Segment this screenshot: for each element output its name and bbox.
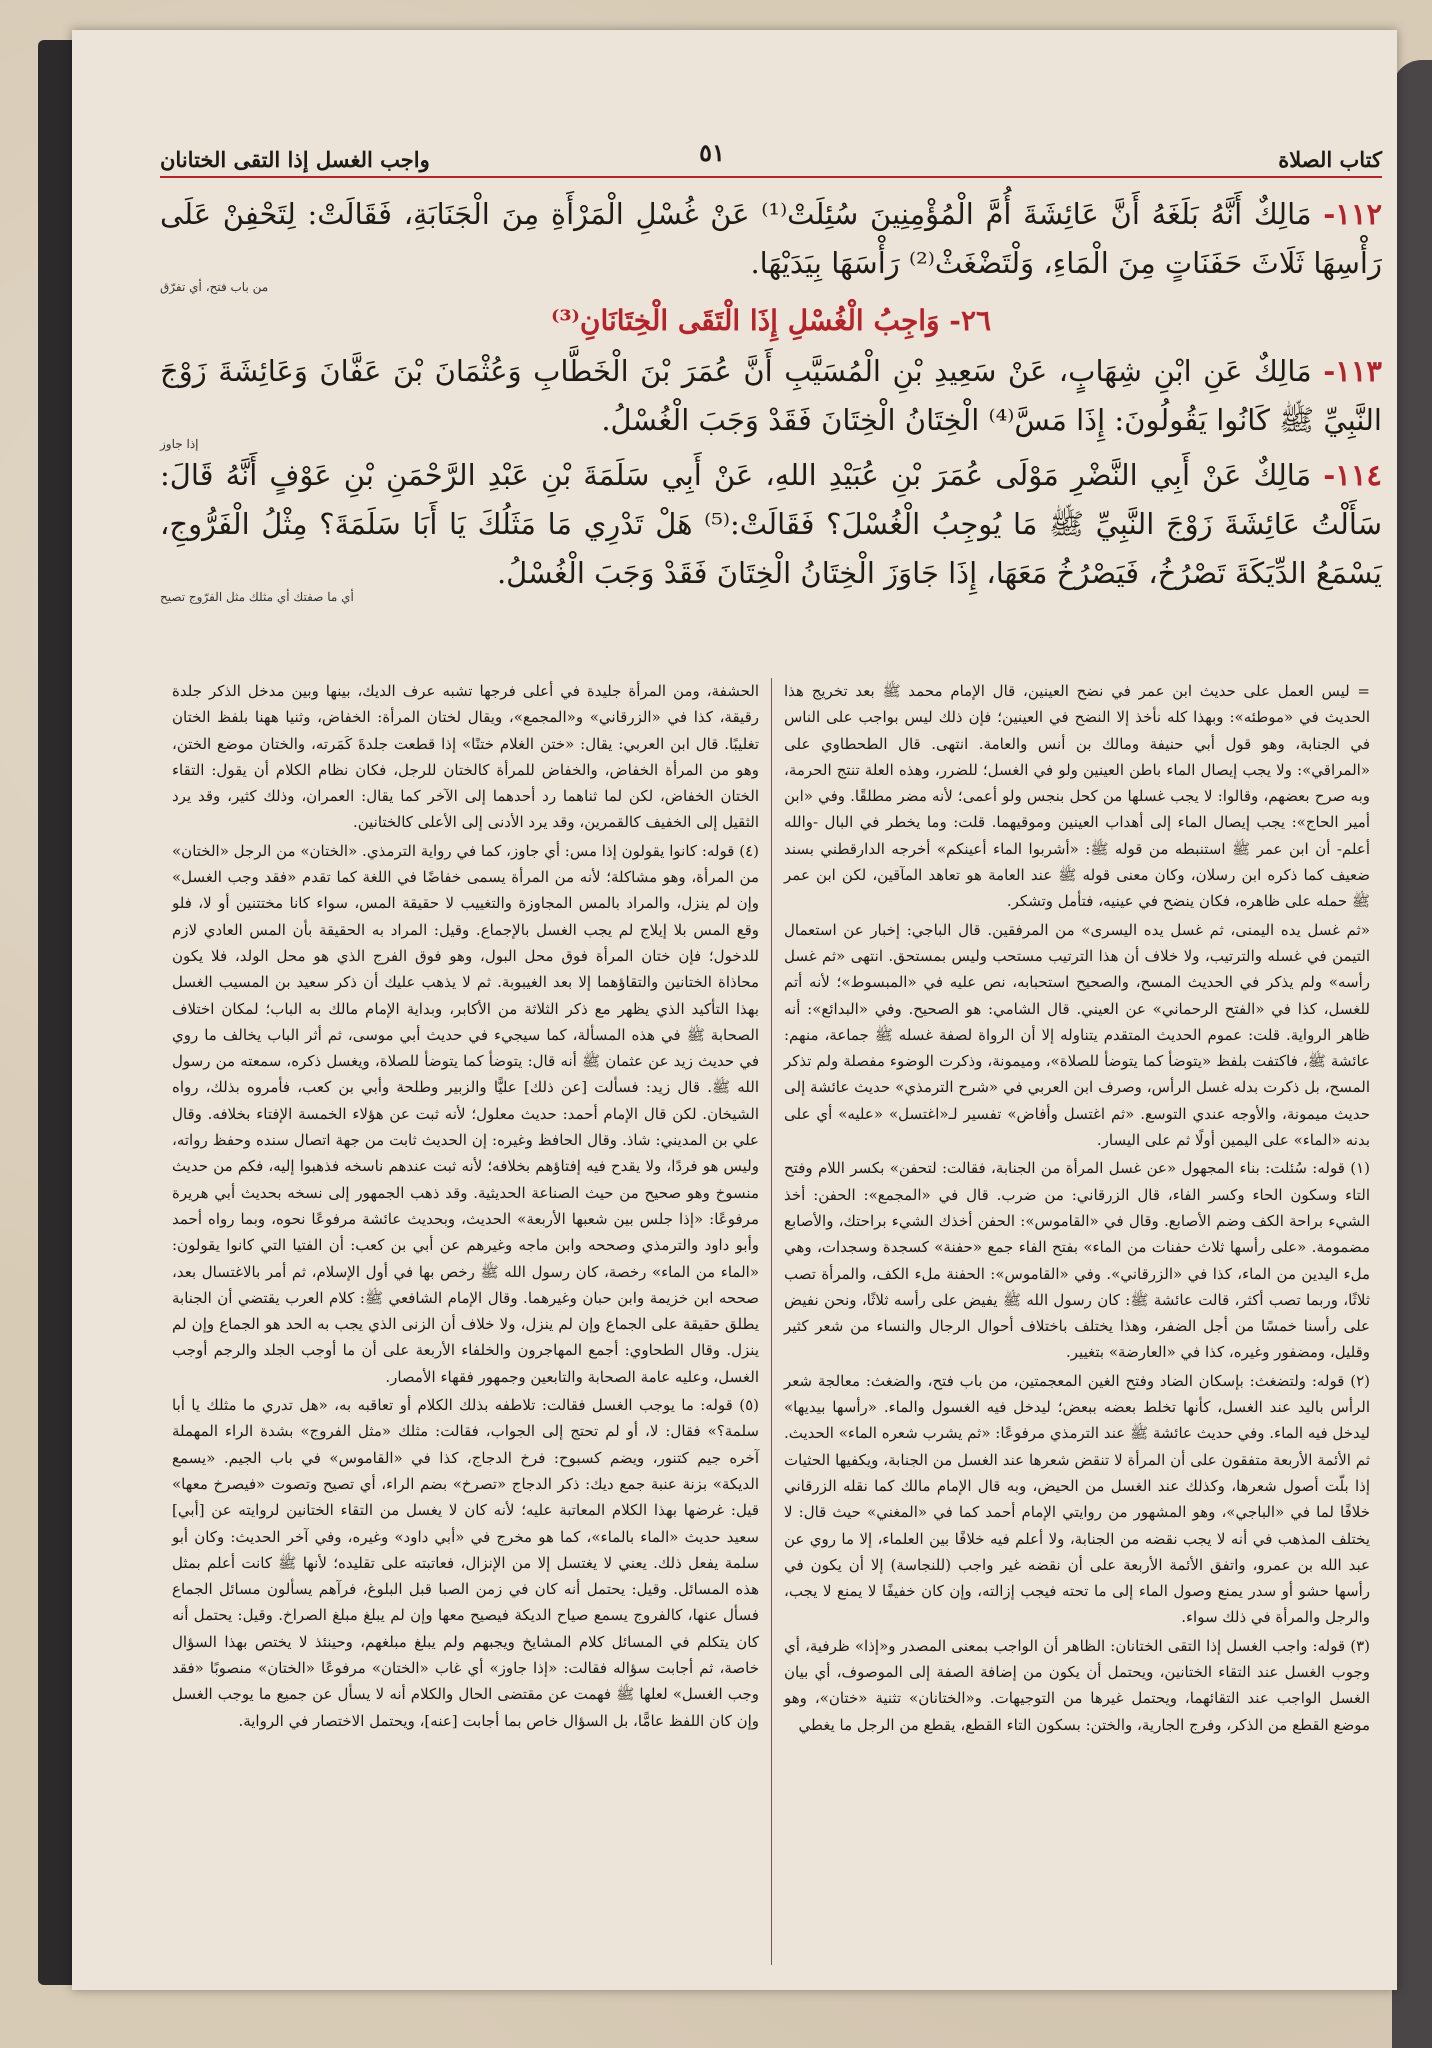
commentary-paragraph: (١) قوله: سُئلت: بناء المجهول «عن غسل المرأة من الجنابة، فقالت: لتحفن» بكسر اللام وفتح التاء وسكون الحاء وكسر الفاء، قال الزرقاني: من ضرب. قال في «المجمع»: الحفن: أخذ الشيء براحة الكف وضم الأصابع. وقال في «القاموس»: الحفن أخذك الشيء براحتك، والأصابع مضمومة. «على رأسها ثلاث حفنات من الماء» بفتح الفاء جمع «حفنة» كسجدة وسجدات، وهي ملء اليدين من الماء، كذا في «الزرقاني». وفي «القاموس»: الحفنة ملء الكف، والمرأة تصب ثلاثًا، وربما تصب أكثر، قالت عائشة ﷺ: كان رسول الله ﷺ يفيض على رأسه ثلاثًا، ونحن نفيض على رأسنا خمسًا من أجل الضفر، وهذا يختلف باختلاف أحوال الرجال والنساء من شعر كثير وقليل، ومضفور وغيره، كذا في «العارضة» بتغيير. bbox=[784, 1159, 1370, 1362]
commentary-column-right bbox=[771, 678, 1382, 1965]
hadith-112 bbox=[160, 190, 1382, 288]
header-chapter-title: واجب الغسل إذا التقى الختانان bbox=[160, 147, 430, 172]
hadith-113 bbox=[160, 347, 1382, 445]
commentary-paragraph: (٥) قوله: ما يوجب الغسل فقالت: تلاطفه بذلك الكلام أو تعاقبه به، «هل تدري ما مثلك يا أبا سلمة؟» فقال: لا، أو لم تحتج إلى الجواب، فقالت: مثلك «مثل الفروج» بشدة الراء المهملة آخره جيم كتنور، ويضم كسبوح: فرخ الدجاج، كذا في «القاموس» في باب الجيم. «يسمع الديكة» بزنة عنبة جمع ديك: ذكر الدجاج «تصرخ» بضم الراء، أي تصيح وتصوت «فيصرخ معها» قيل: غرضها بهذا الكلام المعاتبة عليه؛ لأنه كان لا يغسل من التقاء الختانين لروايته عن [أبي] سعيد حديث «الماء بالماء»، كما هو مخرج في «أبي داود» وغيره، وفي آخر الحديث: وكان أبو سلمة يفعل ذلك. يعني لا يغتسل إلا من الإنزال، فعاتبته على تقليده؛ لأنها ﷺ كانت أعلم بمثل هذه المسائل. وقيل: يحتمل أنه كان في زمن الصبا قبل البلوغ، فرآهم يسألون مسائل الجماع فسأل عنها، كالفروج يسمع صياح الديكة فيصيح معها وإن لم يبلغ مبلغ الصراخ. وقيل: يحتمل أنه كان يتكلم في المسائل كلام المشايخ ويجبهم ولم يبلغ مبلغهم، وحينئذ لا يختص بهذا السؤال خاصة، ثم أجابت سؤاله فقالت: «إذا جاوز» أي غاب «الختان» مرفوعًا «الختان» منصوبًا «فقد وجب الغسل» لعلها ﷺ فهمت عن مقتضى الحال والكلام أنه لا يسأل عن جميع ما يوجب الغسل وإن كان اللفظ عامًّا، بل السؤال خاص بما أجابت [عنه]، ويحتمل الاختصار في الرواية. bbox=[172, 1396, 759, 1730]
commentary-paragraph: (٤) قوله: كانوا يقولون إذا مس: أي جاوز، كما في رواية الترمذي. «الختان» من الرجل «الختان» من المرأة، وهو مشاكلة؛ لأنه من المرأة يسمى خفاضًا في اللغة كما تقدم «فقد وجب الغسل» وإن لم ينزل، والمراد بالمس المجاوزة والتغييب لا حقيقة المس، سواء كانا مختتنين أو لا، فلو وقع المس بلا إيلاج لم يجب الغسل بالإجماع. وقيل: المراد به الحقيقة بأن المس العادي لازم للدخول؛ فإن ختان المرأة فوق محل البول، وهو فوق الفرج الذي هو محل الولد، فلا يكون محاذاة الختانين والتقاؤهما إلا بعد الغيبوبة. ثم لا يذهب عليك أن ذكر سعيد بن المسيب الغسل بهذا التأكيد الذي يظهر مع ذكر الثلاثة من الأكابر، وبداية الإمام مالك به الباب؛ لمكان اختلاف الصحابة ﷺ في هذه المسألة، كما سيجيء في حديث أبي موسى، ثم أثر الباب يخالف ما روي في حديث زيد عن عثمان ﷺ أنه قال: يتوضأ كما يتوضأ للصلاة، ويغسل ذكره، سمعته من رسول الله ﷺ. قال زيد: فسألت [عن ذلك] عليًّا والزبير وطلحة وأبي بن كعب، فأمروه بذلك، رواه الشيخان. لكن قال الإمام أحمد: حديث معلول؛ لأنه ثبت عن هؤلاء الخمسة الإفتاء بخلافه. وقال علي بن المديني: شاذ. وقال الحافظ وغيره: إن الحديث ثابت من جهة اتصال سنده وحفظ رواته، وليس هو فردًا، ولا يقدح فيه إفتاؤهم بخلافه؛ لأنه ثبت عندهم ناسخه فذهبوا إليه، فكم من حديث منسوخ وهو صحيح من حيث الصناعة الحديثية. وقد ذهب الجمهور إلى نسخه بحديث أبي هريرة مرفوعًا: «إذا جلس بين شعبها الأربعة» الحديث، وبحديث عائشة مرفوعًا نحوه، وبما رواه أحمد وأبو داود والترمذي وصححه وابن ماجه وغيرهم عن أبي بن كعب: أن الفتيا التي كانوا يقولون: «الماء من الماء» رخصة، كان رسول الله ﷺ رخص بها في أول الإسلام، ثم أمر بالاغتسال بعد، صححه ابن خزيمة وابن حبان وغيرهما. وقال الإمام الشافعي ﷺ: كلام العرب يقتضي أن الجنابة يطلق حقيقة على الجماع وإن لم ينزل، ولا خلاف أن الزنى الذي يجب به الحد هو الجماع وإن لم ينزل. وقال الطحاوي: أجمع المهاجرون والخلفاء الأربعة على أن ما أوجب الجلد والرجم أوجب الغسل، وعليه عامة الصحابة والتابعين وجمهور فقهاء الأمصار. bbox=[172, 841, 759, 1386]
hadith-number: ١١٣- bbox=[1323, 354, 1382, 388]
commentary-paragraph: = ليس العمل على حديث ابن عمر في نضح العينين، قال الإمام محمد ﷺ بعد تخريج هذا الحديث في «موطئه»: وبهذا كله نأخذ إلا النضح في العينين؛ فإن ذلك ليس بواجب على الناس في الجنابة، وهو قول أبي حنيفة ومالك بن أنس والعامة. انتهى. قال الطحطاوي على «المراقي»: ولا يجب إيصال الماء باطن العينين ولو في الغسل؛ للضرر، وهذه العلة تنتج الحرمة، وبه صرح بعضهم، وقالوا: لا يجب غسلها من كحل بنجس ولو أعمى؛ لأنه مضر مطلقًا. وفي «ابن أمير الحاج»: يجب إيصال الماء إلى أهداب العينين وموقيهما. قلت: وما يخطر في البال -والله أعلم- أن ابن عمر ﷺ استنبطه من قوله ﷺ: «أشربوا الماء أعينكم» أخرجه الدارقطني بسند ضعيف كما ذكره ابن رسلان، وكان معنى قوله ﷺ عند العامة هو تعاهد المآقين، لكن ابن عمر ﷺ حمله على ظاهره، فكان ينضح في عينيه، فتأمل وتشكر. bbox=[784, 682, 1370, 911]
gloss-note: من باب فتح، أي تفرّق bbox=[160, 280, 269, 294]
hadith-number: ١١٢- bbox=[1323, 197, 1383, 231]
commentary-paragraph: (٢) قوله: ولتضغث: بإسكان الضاد وفتح الغين المعجمتين، من باب فتح، والضغث: معالجة شعر الرأس باليد عند الغسل، كأنها تخلط بعضه ببعض؛ ليدخل فيه الغسول والماء. «رأسها بيديها» ليدخل فيه الماء. وفي حديث عائشة ﷺ عند الترمذي مرفوعًا: «ثم يشرب شعره الماء» الحديث. ثم الأئمة الأربعة متفقون على أن المرأة لا تنقض شعرها عند الغسل من الجنابة، ويكفيها الحثيات إذا بلّت أصول شعرها، وكذلك عند الغسل من الحيض، وبه قال الإمام مالك كما نقله الزرقاني خلافًا لما في «الباجي»، وهو المشهور من روايتي الإمام أحمد كما في «المغني» حيث قال: لا يختلف المذهب في أنه لا يجب نقضه من الجنابة، ولا أعلم فيه خلافًا بين العلماء، إلا ما روي عن عبد الله بن عمرو، واتفق الأئمة الأربعة على أن نقضه غير واجب (للنجاسة) إلا أن يكون في رأسها حشو أو سدر يمنع وصول الماء إلى ما تحته فيجب إزالته، وإن كان خفيفًا لا يمنع لا يجب، والرجل والمرأة في ذلك سواء. bbox=[784, 1371, 1371, 1627]
hadith-body: مَالِكٌ أَنَّهُ بَلَغَهُ أَنَّ عَائِشَةَ أُمَّ الْمُؤْمِنِينَ سُئِلَتْ⁽¹⁾ عَنْ غُسْلِ الْمَرْأَةِ مِنَ الْجَنَابَةِ، فَقَالَتْ: لِتَحْفِنْ عَلَى رَأْسِهَا ثَلَاثَ حَفَنَاتٍ مِنَ الْمَاءِ، وَلْتَضْغَثْ⁽²⁾ رَأْسَهَا بِيَدَيْهَا. bbox=[160, 197, 1382, 280]
header-book-title: كتاب الصلاة bbox=[1278, 147, 1382, 172]
hadith-text-block bbox=[160, 190, 1382, 604]
book-cover-right bbox=[1392, 60, 1432, 2048]
commentary-column-left bbox=[160, 678, 771, 1965]
hadith-number: ١١٤- bbox=[1323, 458, 1383, 492]
chapter-title: ٢٦- وَاجِبُ الْغُسْلِ إِذَا الْتَقَى الْخِتَانَانِ⁽³⁾ bbox=[550, 304, 992, 337]
gloss-note: أي ما صفتك أي مثلك مثل الفرّوج تصيح bbox=[160, 590, 354, 604]
hadith-body: مَالِكٌ عَنْ أَبِي النَّضْرِ مَوْلَى عُمَرَ بْنِ عُبَيْدِ اللهِ، عَنْ أَبِي سَلَمَةَ بْنِ عَبْدِ الرَّحْمَنِ بْنِ عَوْفٍ أَنَّهُ قَالَ: سَأَلْتُ عَائِشَةَ زَوْجَ النَّبِيِّ ﷺ مَا يُوجِبُ الْغُسْلَ؟ فَقَالَتْ:⁽⁵⁾ هَلْ تَدْرِي مَا مَثَلُكَ يَا أَبَا سَلَمَةَ؟ مِثْلُ الْفَرُّوجِ، يَسْمَعُ الدِّيَكَةَ تَصْرُخُ، فَيَصْرُخُ مَعَهَا، إِذَا جَاوَزَ الْخِتَانُ الْخِتَانَ فَقَدْ وَجَبَ الْغُسْلُ. bbox=[160, 458, 1382, 590]
page-header bbox=[160, 138, 1382, 178]
hadith-body: مَالِكٌ عَنِ ابْنِ شِهَابٍ، عَنْ سَعِيدِ بْنِ الْمُسَيَّبِ أَنَّ عُمَرَ بْنَ الْخَطَّابِ وَعُثْمَانَ بْنَ عَفَّانَ وَعَائِشَةَ زَوْجَ النَّبِيِّ ﷺ كَانُوا يَقُولُونَ: إِذَا مَسَّ⁽⁴⁾ الْخِتَانُ الْخِتَانَ فَقَدْ وَجَبَ الْغُسْلُ. bbox=[160, 354, 1382, 437]
commentary-paragraph: «ثم غسل يده اليمنى، ثم غسل يده اليسرى» من المرفقين. قال الباجي: إخبار عن استعمال التيمن في غسله والترتيب، ولا خلاف أن هذا الترتيب مستحب وليس بمستحق. انتهى «ثم غسل رأسه» ولم يذكر في الحديث المسح، والصحيح استحبابه، نص عليه في «المبسوط»؛ لأنه أتم للغسل، كذا في «الفتح الرحماني» عن العيني. قال الشامي: هو الصحيح. وفي «البدائع»: أنه ظاهر الرواية. قلت: عموم الحديث المتقدم يتناوله إلا أن الرواة لصفة غسله ﷺ جماعة، منهم: عائشة ﷺ، فاكتفت بلفظ «يتوضأ كما يتوضأ للصلاة»، وميمونة، وذكرت الوضوء مفصلة ولم تذكر المسح، بل ذكرت بدله غسل الرأس، وصرف ابن العربي في «شرح الترمذي» حديث عائشة إلى حديث ميمونة، والأوجه عندي التوسع. «ثم اغتسل وأفاض» تفسير لـ«اغتسل» «عليه» أي على بدنه «الماء» على اليمين أولًا ثم على اليسار. bbox=[784, 920, 1370, 1150]
gloss-note: إذا جاوز bbox=[160, 437, 199, 451]
commentary-section bbox=[160, 678, 1382, 1965]
commentary-paragraph: الحشفة، ومن المرأة جليدة في أعلى فرجها تشبه عرف الديك، بينها وبين مدخل الذكر جلدة رقيقة، كذا في «الزرقاني» و«المجمع»، ويقال لختان المرأة: الخفاض، وثنيا ههنا بلفظ الختان تغليبًا. قال ابن العربي: يقال: «ختن الغلام ختنًا» إذا قطعت جلدةَ كَمَرته، والختان موضع الختن، وهو من المرأة الخفاض، والخفاض للمرأة كالختان للرجل، فكان نظام الكلام أن يقول: التقاء الختان الخفاض، لكن لما ثناهما رد أحدهما إلى الآخر كما يقال: العمران، وذلك كثير، وقد يرد الثقيل إلى الخفيف كالقمرين، وقد يرد الأدنى إلى الأعلى كالختانين. bbox=[172, 682, 759, 832]
page-number: ٥١ bbox=[699, 138, 725, 167]
book-page bbox=[72, 30, 1397, 1990]
commentary-paragraph: (٣) قوله: واجب الغسل إذا التقى الختانان: الظاهر أن الواجب بمعنى المصدر و«إذا» ظرفية، أي وجوب الغسل عند التقاء الختانين، ويحتمل أن يكون من إضافة الصفة إلى الموصوف، أي بيان الغسل الواجب عند التقائهما، ويحتمل غيرها من التوجيهات. و«الختانان» تثنية «ختان»، وهو موضع القطع من الذكر، وفرج الجارية، والختن: بسكون التاء القطع، يقطع من الرجل ما يغطي bbox=[784, 1636, 1370, 1734]
hadith-114 bbox=[160, 451, 1382, 598]
